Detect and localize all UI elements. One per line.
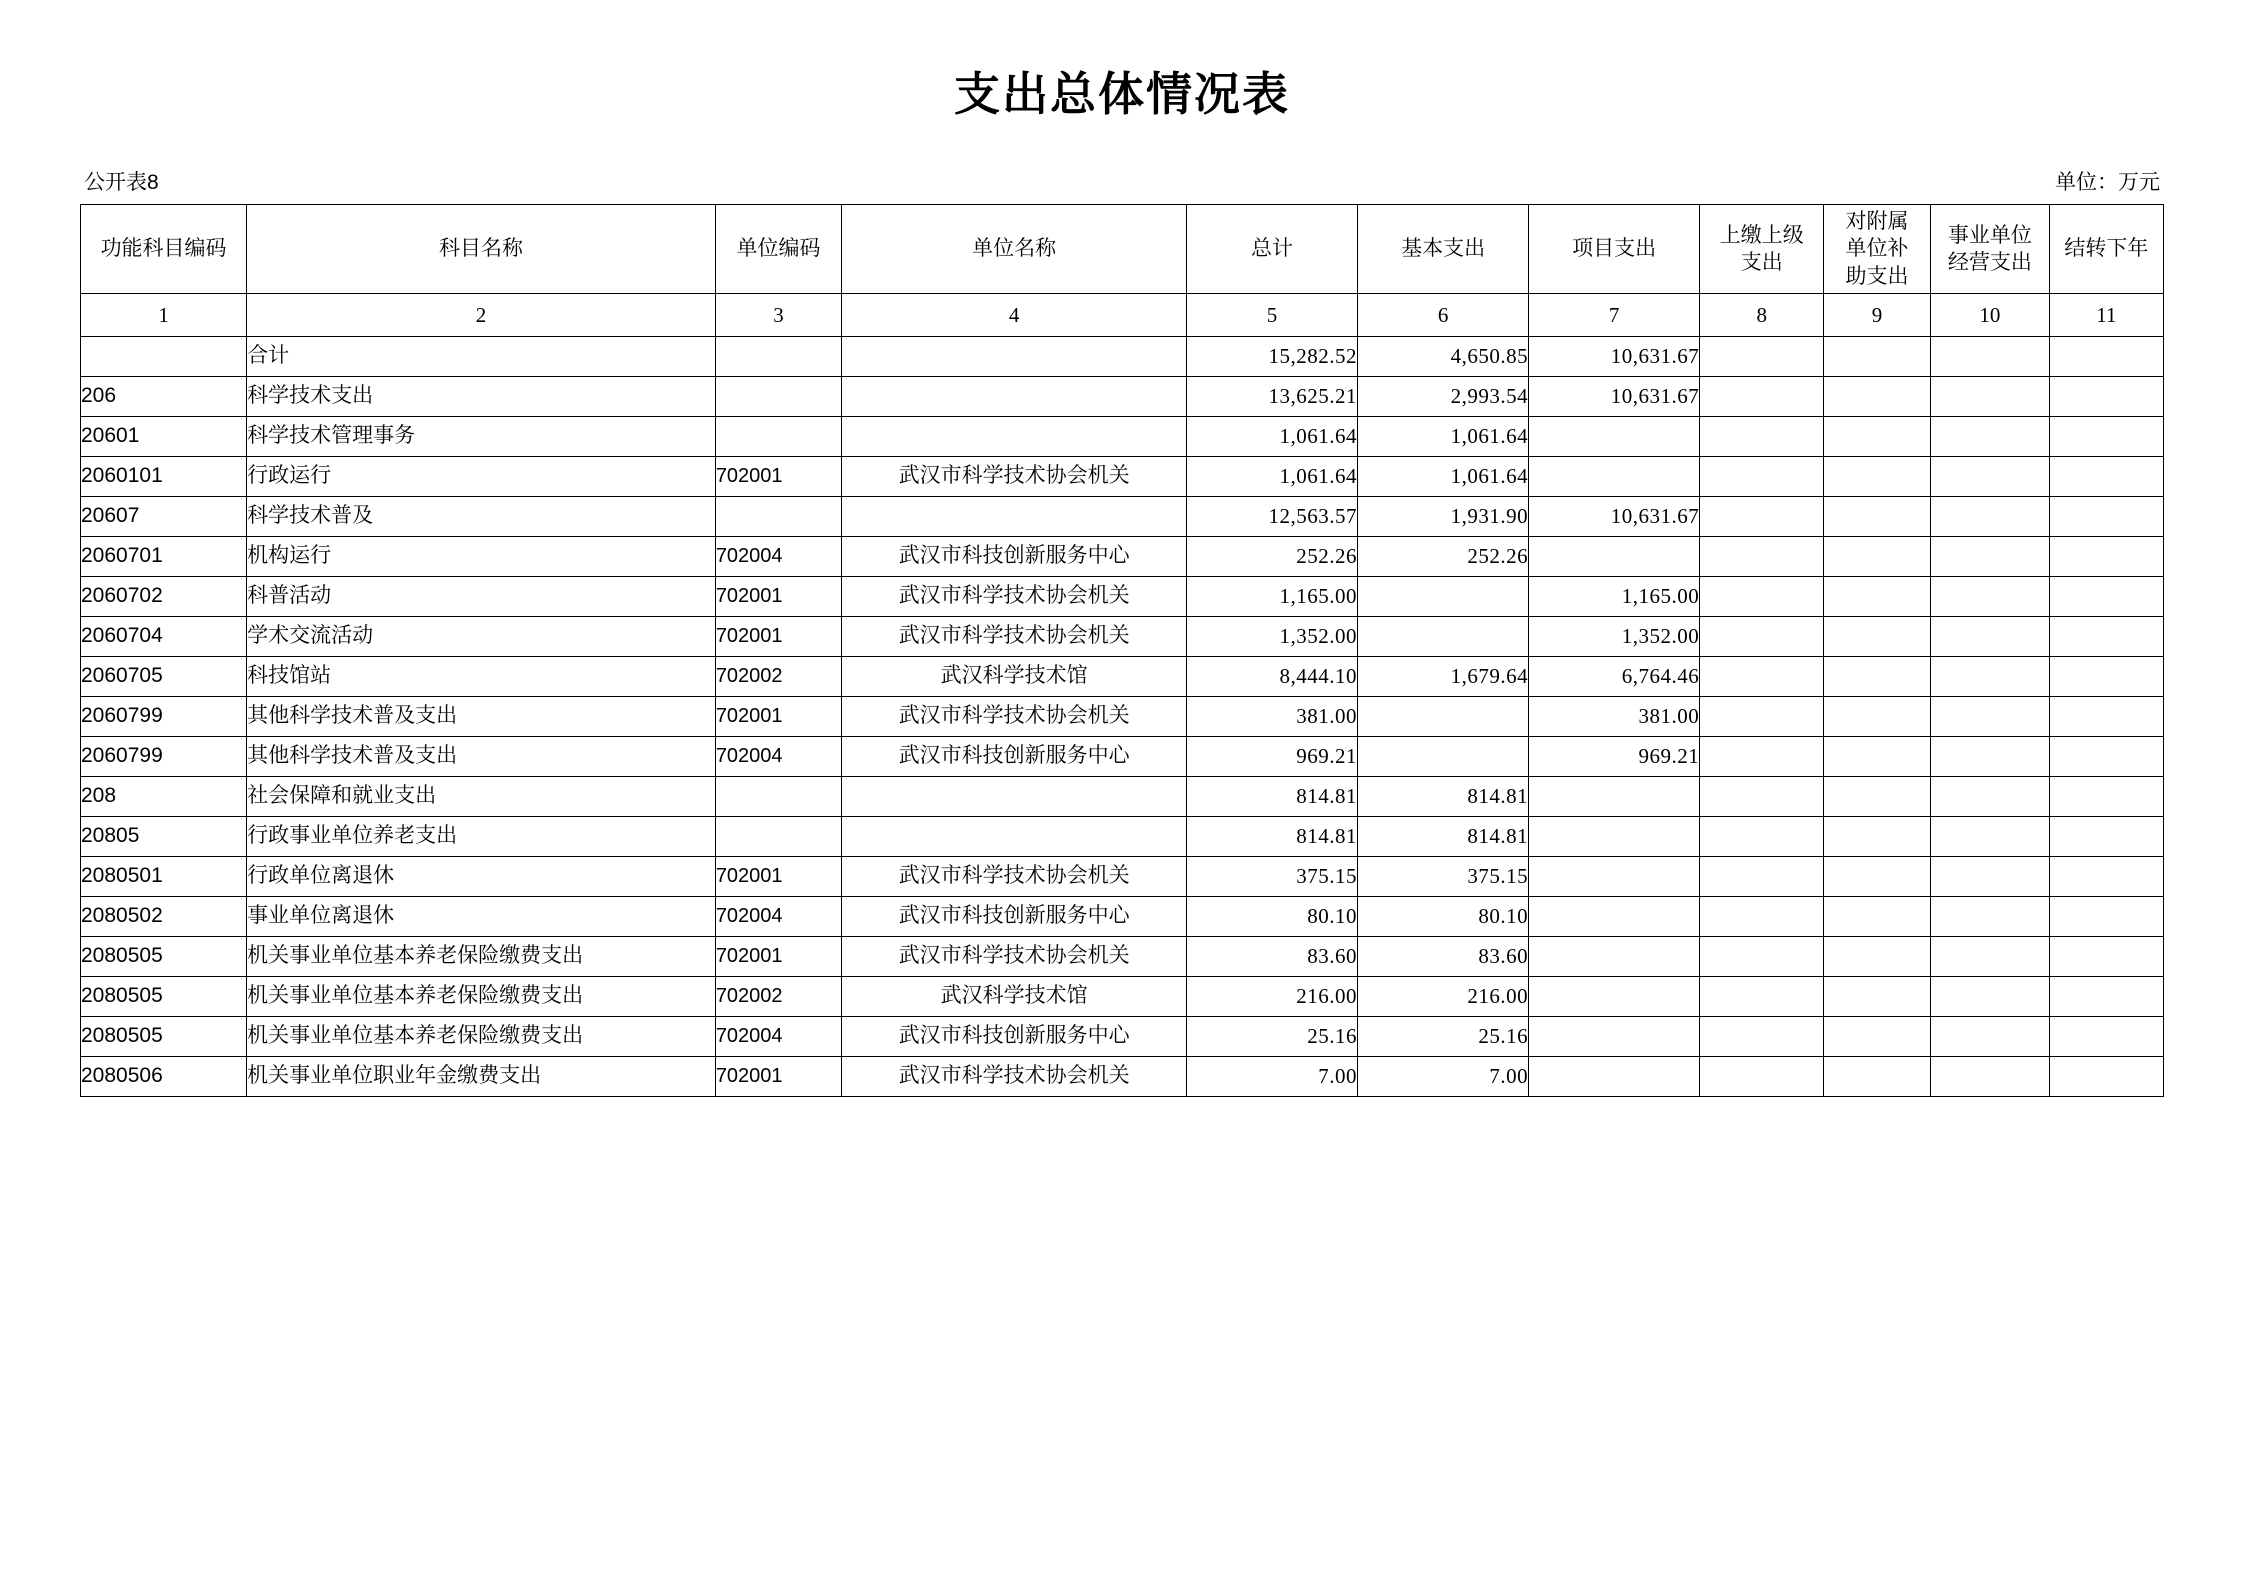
colnum-9: 9 (1824, 294, 1931, 337)
cell-function-code: 2080505 (81, 937, 247, 977)
table-row (81, 537, 2164, 577)
column-number-row (81, 294, 2164, 337)
cell-subsidiary-subsidy (1824, 1057, 1931, 1097)
cell-project-expenditure (1529, 817, 1700, 857)
cell-operating-expenditure (1930, 377, 2049, 417)
cell-function-code: 2080505 (81, 1017, 247, 1057)
cell-basic-expenditure: 1,931.90 (1358, 497, 1529, 537)
cell-unit-name: 武汉科学技术馆 (842, 657, 1187, 697)
cell-project-expenditure (1529, 977, 1700, 1017)
cell-operating-expenditure (1930, 737, 2049, 777)
colnum-4: 4 (842, 294, 1187, 337)
page-title: 支出总体情况表 (954, 68, 1290, 120)
colnum-6: 6 (1358, 294, 1529, 337)
cell-subsidiary-subsidy (1824, 777, 1931, 817)
table-row (81, 737, 2164, 777)
cell-subject-name: 机关事业单位职业年金缴费支出 (247, 1057, 716, 1097)
cell-subject-name: 其他科学技术普及支出 (247, 737, 716, 777)
cell-subsidiary-subsidy (1824, 977, 1931, 1017)
cell-basic-expenditure: 4,650.85 (1358, 337, 1529, 377)
cell-operating-expenditure (1930, 417, 2049, 457)
cell-subject-name: 行政运行 (247, 457, 716, 497)
cell-total: 13,625.21 (1186, 377, 1357, 417)
cell-operating-expenditure (1930, 577, 2049, 617)
cell-basic-expenditure: 80.10 (1358, 897, 1529, 937)
unit-note: 单位：万元 (2055, 171, 2160, 194)
th-operating-expenditure (1930, 205, 2049, 294)
cell-operating-expenditure (1930, 897, 2049, 937)
cell-operating-expenditure (1930, 817, 2049, 857)
cell-operating-expenditure (1930, 777, 2049, 817)
cell-upper-level-expenditure (1700, 657, 1824, 697)
cell-carryover (2049, 977, 2163, 1017)
th-subject-name: 科目名称 (247, 205, 716, 294)
cell-operating-expenditure (1930, 1017, 2049, 1057)
cell-carryover (2049, 457, 2163, 497)
cell-upper-level-expenditure (1700, 737, 1824, 777)
cell-unit-code: 702002 (715, 977, 841, 1017)
cell-carryover (2049, 897, 2163, 937)
cell-basic-expenditure: 814.81 (1358, 817, 1529, 857)
cell-basic-expenditure: 1,679.64 (1358, 657, 1529, 697)
cell-basic-expenditure: 83.60 (1358, 937, 1529, 977)
cell-subsidiary-subsidy (1824, 817, 1931, 857)
cell-total: 8,444.10 (1186, 657, 1357, 697)
cell-carryover (2049, 617, 2163, 657)
cell-project-expenditure (1529, 457, 1700, 497)
cell-subject-name: 合计 (247, 337, 716, 377)
th-unit-code: 单位编码 (715, 205, 841, 294)
cell-project-expenditure (1529, 937, 1700, 977)
cell-project-expenditure: 969.21 (1529, 737, 1700, 777)
table-row (81, 1057, 2164, 1097)
cell-basic-expenditure: 1,061.64 (1358, 457, 1529, 497)
cell-unit-name: 武汉科学技术馆 (842, 977, 1187, 1017)
cell-carryover (2049, 577, 2163, 617)
cell-carryover (2049, 777, 2163, 817)
cell-basic-expenditure (1358, 617, 1529, 657)
cell-unit-code: 702004 (715, 897, 841, 937)
cell-basic-expenditure: 7.00 (1358, 1057, 1529, 1097)
cell-subsidiary-subsidy (1824, 737, 1931, 777)
cell-unit-code: 702001 (715, 617, 841, 657)
table-row (81, 577, 2164, 617)
th-operating-line1: 事业单位 (1947, 223, 2032, 247)
th-subsidiary-line3: 助支出 (1845, 264, 1909, 288)
cell-carryover (2049, 337, 2163, 377)
cell-upper-level-expenditure (1700, 497, 1824, 537)
cell-basic-expenditure: 814.81 (1358, 777, 1529, 817)
table-header (81, 205, 2164, 337)
th-upper-level-line1: 上缴上级 (1719, 223, 1804, 247)
cell-subsidiary-subsidy (1824, 497, 1931, 537)
cell-subsidiary-subsidy (1824, 897, 1931, 937)
cell-subsidiary-subsidy (1824, 537, 1931, 577)
cell-subject-name: 事业单位离退休 (247, 897, 716, 937)
cell-subsidiary-subsidy (1824, 577, 1931, 617)
th-operating-line2: 经营支出 (1947, 251, 2032, 274)
cell-project-expenditure: 10,631.67 (1529, 377, 1700, 417)
cell-total: 12,563.57 (1186, 497, 1357, 537)
cell-carryover (2049, 697, 2163, 737)
cell-total: 814.81 (1186, 777, 1357, 817)
colnum-10: 10 (1930, 294, 2049, 337)
th-total: 总计 (1186, 205, 1357, 294)
cell-function-code: 2060704 (81, 617, 247, 657)
cell-subject-name: 机构运行 (247, 537, 716, 577)
cell-operating-expenditure (1930, 497, 2049, 537)
colnum-11: 11 (2049, 294, 2163, 337)
cell-subsidiary-subsidy (1824, 457, 1931, 497)
cell-operating-expenditure (1930, 457, 2049, 497)
th-carryover: 结转下年 (2049, 205, 2163, 294)
cell-unit-name (842, 777, 1187, 817)
cell-basic-expenditure: 1,061.64 (1358, 417, 1529, 457)
cell-total: 375.15 (1186, 857, 1357, 897)
cell-unit-name: 武汉市科学技术协会机关 (842, 457, 1187, 497)
cell-unit-code: 702001 (715, 857, 841, 897)
cell-function-code: 208 (81, 777, 247, 817)
cell-unit-code: 702001 (715, 1057, 841, 1097)
meta-row (80, 166, 2164, 196)
cell-subject-name: 行政单位离退休 (247, 857, 716, 897)
cell-unit-code (715, 377, 841, 417)
cell-upper-level-expenditure (1700, 977, 1824, 1017)
cell-carryover (2049, 1057, 2163, 1097)
cell-subject-name: 科普活动 (247, 577, 716, 617)
cell-basic-expenditure: 25.16 (1358, 1017, 1529, 1057)
cell-carryover (2049, 417, 2163, 457)
cell-unit-code: 702004 (715, 537, 841, 577)
cell-unit-name (842, 817, 1187, 857)
cell-unit-code: 702004 (715, 1017, 841, 1057)
cell-unit-name: 武汉市科技创新服务中心 (842, 1017, 1187, 1057)
cell-basic-expenditure: 375.15 (1358, 857, 1529, 897)
cell-subsidiary-subsidy (1824, 377, 1931, 417)
table-row (81, 857, 2164, 897)
cell-subject-name: 科学技术管理事务 (247, 417, 716, 457)
cell-subsidiary-subsidy (1824, 617, 1931, 657)
cell-total: 381.00 (1186, 697, 1357, 737)
table-row (81, 937, 2164, 977)
cell-operating-expenditure (1930, 937, 2049, 977)
cell-subject-name: 科技馆站 (247, 657, 716, 697)
cell-upper-level-expenditure (1700, 817, 1824, 857)
cell-total: 969.21 (1186, 737, 1357, 777)
table-body (81, 337, 2164, 1097)
cell-function-code: 2080501 (81, 857, 247, 897)
th-upper-level-expenditure (1700, 205, 1824, 294)
cell-project-expenditure (1529, 417, 1700, 457)
cell-operating-expenditure (1930, 337, 2049, 377)
cell-unit-name (842, 377, 1187, 417)
cell-project-expenditure: 6,764.46 (1529, 657, 1700, 697)
cell-unit-name: 武汉市科技创新服务中心 (842, 537, 1187, 577)
cell-subsidiary-subsidy (1824, 657, 1931, 697)
cell-unit-name: 武汉市科学技术协会机关 (842, 617, 1187, 657)
cell-subsidiary-subsidy (1824, 857, 1931, 897)
cell-unit-name: 武汉市科学技术协会机关 (842, 1057, 1187, 1097)
th-subsidiary-subsidy (1824, 205, 1931, 294)
cell-upper-level-expenditure (1700, 577, 1824, 617)
cell-subject-name: 学术交流活动 (247, 617, 716, 657)
cell-upper-level-expenditure (1700, 857, 1824, 897)
table-row (81, 377, 2164, 417)
cell-carryover (2049, 817, 2163, 857)
cell-function-code: 2060799 (81, 697, 247, 737)
th-subsidiary-line1: 对附属 (1845, 210, 1909, 234)
cell-operating-expenditure (1930, 657, 2049, 697)
cell-basic-expenditure (1358, 697, 1529, 737)
cell-unit-code: 702002 (715, 657, 841, 697)
th-function-code: 功能科目编码 (81, 205, 247, 294)
cell-function-code: 2060799 (81, 737, 247, 777)
cell-operating-expenditure (1930, 1057, 2049, 1097)
cell-subject-name: 行政事业单位养老支出 (247, 817, 716, 857)
cell-subsidiary-subsidy (1824, 937, 1931, 977)
cell-function-code: 20805 (81, 817, 247, 857)
table-row (81, 697, 2164, 737)
table-label: 公开表8 (84, 171, 159, 194)
cell-total: 814.81 (1186, 817, 1357, 857)
cell-project-expenditure (1529, 1057, 1700, 1097)
cell-project-expenditure: 1,165.00 (1529, 577, 1700, 617)
cell-function-code: 2080505 (81, 977, 247, 1017)
cell-subject-name: 社会保障和就业支出 (247, 777, 716, 817)
table-row (81, 497, 2164, 537)
cell-subject-name: 机关事业单位基本养老保险缴费支出 (247, 977, 716, 1017)
cell-project-expenditure (1529, 537, 1700, 577)
header-row (81, 205, 2164, 294)
cell-function-code (81, 337, 247, 377)
cell-subject-name: 科学技术普及 (247, 497, 716, 537)
cell-upper-level-expenditure (1700, 337, 1824, 377)
cell-carryover (2049, 857, 2163, 897)
cell-subsidiary-subsidy (1824, 1017, 1931, 1057)
th-subsidiary-line2: 单位补 (1845, 237, 1909, 261)
cell-carryover (2049, 377, 2163, 417)
th-upper-level-line2: 支出 (1740, 251, 1783, 274)
cell-project-expenditure: 381.00 (1529, 697, 1700, 737)
cell-basic-expenditure: 2,993.54 (1358, 377, 1529, 417)
cell-function-code: 20601 (81, 417, 247, 457)
cell-project-expenditure (1529, 897, 1700, 937)
cell-project-expenditure: 10,631.67 (1529, 497, 1700, 537)
cell-unit-name (842, 497, 1187, 537)
cell-upper-level-expenditure (1700, 1057, 1824, 1097)
cell-unit-code (715, 817, 841, 857)
cell-subject-name: 科学技术支出 (247, 377, 716, 417)
cell-subsidiary-subsidy (1824, 697, 1931, 737)
colnum-3: 3 (715, 294, 841, 337)
cell-subsidiary-subsidy (1824, 337, 1931, 377)
th-project-expenditure: 项目支出 (1529, 205, 1700, 294)
table-row (81, 337, 2164, 377)
table-row (81, 657, 2164, 697)
table-row (81, 897, 2164, 937)
cell-function-code: 20607 (81, 497, 247, 537)
cell-subsidiary-subsidy (1824, 417, 1931, 457)
cell-upper-level-expenditure (1700, 417, 1824, 457)
cell-basic-expenditure: 252.26 (1358, 537, 1529, 577)
cell-operating-expenditure (1930, 617, 2049, 657)
cell-total: 83.60 (1186, 937, 1357, 977)
cell-carryover (2049, 657, 2163, 697)
cell-unit-name: 武汉市科学技术协会机关 (842, 937, 1187, 977)
cell-upper-level-expenditure (1700, 617, 1824, 657)
cell-unit-code: 702004 (715, 737, 841, 777)
cell-upper-level-expenditure (1700, 1017, 1824, 1057)
cell-subject-name: 机关事业单位基本养老保险缴费支出 (247, 937, 716, 977)
cell-operating-expenditure (1930, 697, 2049, 737)
cell-operating-expenditure (1930, 977, 2049, 1017)
cell-total: 1,165.00 (1186, 577, 1357, 617)
cell-total: 80.10 (1186, 897, 1357, 937)
cell-project-expenditure (1529, 857, 1700, 897)
th-basic-expenditure: 基本支出 (1358, 205, 1529, 294)
cell-function-code: 2080502 (81, 897, 247, 937)
table-row (81, 457, 2164, 497)
cell-total: 15,282.52 (1186, 337, 1357, 377)
colnum-5: 5 (1186, 294, 1357, 337)
cell-unit-name (842, 337, 1187, 377)
cell-upper-level-expenditure (1700, 377, 1824, 417)
cell-unit-code (715, 337, 841, 377)
cell-upper-level-expenditure (1700, 777, 1824, 817)
cell-total: 216.00 (1186, 977, 1357, 1017)
cell-unit-name: 武汉市科技创新服务中心 (842, 897, 1187, 937)
cell-function-code: 2060701 (81, 537, 247, 577)
cell-function-code: 2060705 (81, 657, 247, 697)
cell-upper-level-expenditure (1700, 457, 1824, 497)
cell-carryover (2049, 537, 2163, 577)
cell-unit-code: 702001 (715, 457, 841, 497)
table-row (81, 817, 2164, 857)
cell-total: 1,061.64 (1186, 417, 1357, 457)
cell-unit-code (715, 417, 841, 457)
cell-carryover (2049, 737, 2163, 777)
cell-upper-level-expenditure (1700, 897, 1824, 937)
cell-project-expenditure: 10,631.67 (1529, 337, 1700, 377)
cell-unit-name: 武汉市科学技术协会机关 (842, 857, 1187, 897)
cell-project-expenditure: 1,352.00 (1529, 617, 1700, 657)
table-row (81, 617, 2164, 657)
colnum-2: 2 (247, 294, 716, 337)
table-row (81, 417, 2164, 457)
cell-basic-expenditure: 216.00 (1358, 977, 1529, 1017)
cell-carryover (2049, 1017, 2163, 1057)
cell-total: 252.26 (1186, 537, 1357, 577)
cell-function-code: 2060702 (81, 577, 247, 617)
cell-unit-code (715, 777, 841, 817)
cell-unit-name: 武汉市科学技术协会机关 (842, 577, 1187, 617)
cell-unit-name (842, 417, 1187, 457)
table-row (81, 1017, 2164, 1057)
cell-total: 7.00 (1186, 1057, 1357, 1097)
colnum-8: 8 (1700, 294, 1824, 337)
colnum-1: 1 (81, 294, 247, 337)
cell-operating-expenditure (1930, 857, 2049, 897)
table-row (81, 977, 2164, 1017)
cell-unit-code: 702001 (715, 577, 841, 617)
cell-total: 1,352.00 (1186, 617, 1357, 657)
cell-subject-name: 其他科学技术普及支出 (247, 697, 716, 737)
cell-upper-level-expenditure (1700, 697, 1824, 737)
cell-function-code: 206 (81, 377, 247, 417)
cell-function-code: 2080506 (81, 1057, 247, 1097)
cell-unit-name: 武汉市科技创新服务中心 (842, 737, 1187, 777)
cell-unit-code: 702001 (715, 697, 841, 737)
cell-total: 1,061.64 (1186, 457, 1357, 497)
th-unit-name: 单位名称 (842, 205, 1187, 294)
cell-upper-level-expenditure (1700, 937, 1824, 977)
cell-basic-expenditure (1358, 737, 1529, 777)
cell-carryover (2049, 497, 2163, 537)
cell-unit-code: 702001 (715, 937, 841, 977)
cell-project-expenditure (1529, 777, 1700, 817)
cell-unit-code (715, 497, 841, 537)
cell-carryover (2049, 937, 2163, 977)
cell-upper-level-expenditure (1700, 537, 1824, 577)
expenditure-table (80, 204, 2164, 1097)
table-row (81, 777, 2164, 817)
cell-project-expenditure (1529, 1017, 1700, 1057)
cell-basic-expenditure (1358, 577, 1529, 617)
cell-unit-name: 武汉市科学技术协会机关 (842, 697, 1187, 737)
cell-total: 25.16 (1186, 1017, 1357, 1057)
cell-operating-expenditure (1930, 537, 2049, 577)
cell-subject-name: 机关事业单位基本养老保险缴费支出 (247, 1017, 716, 1057)
cell-function-code: 2060101 (81, 457, 247, 497)
colnum-7: 7 (1529, 294, 1700, 337)
